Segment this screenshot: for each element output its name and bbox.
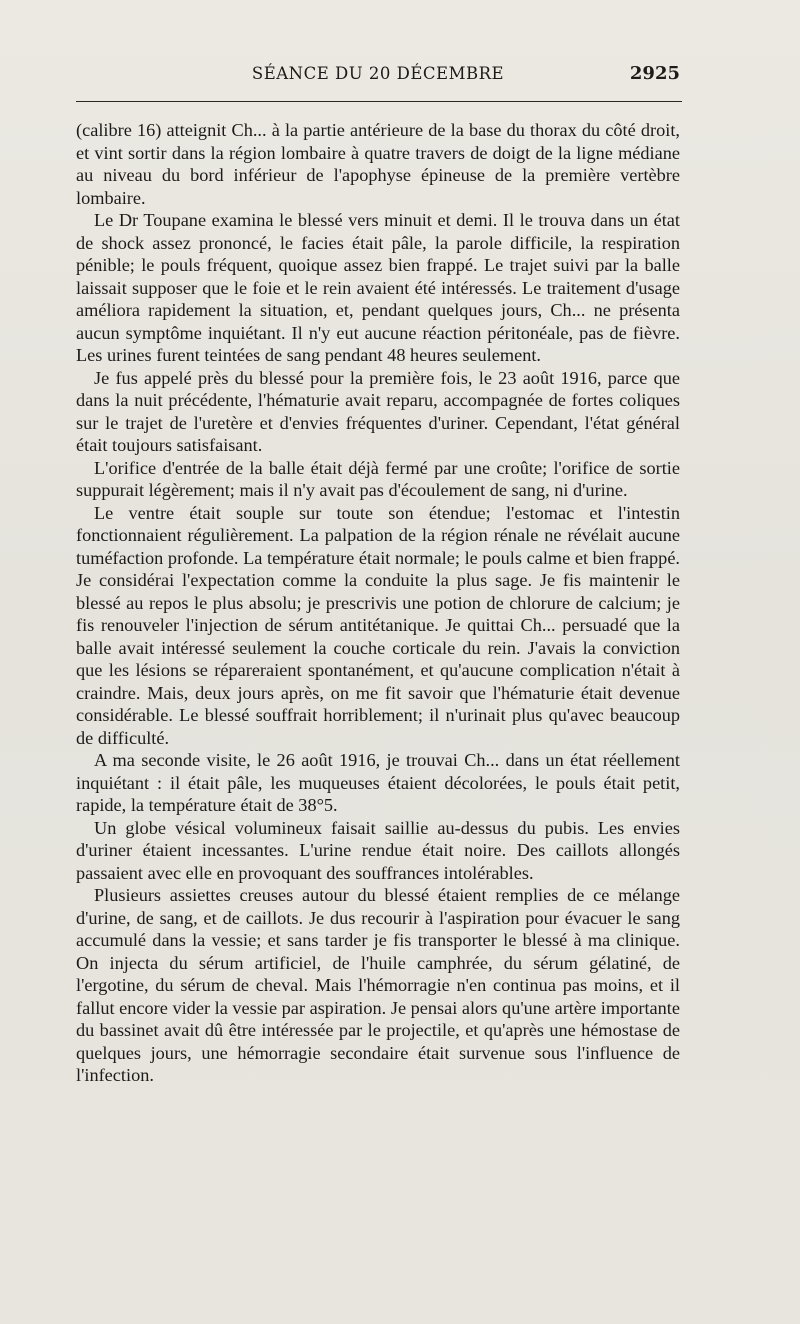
- paragraph-4: L'orifice d'entrée de la balle était déjà fermé par une croûte; l'orifice de sortie suppurait légèrement; mais il n'y avait pas d'écoulement de sang, ni d'urine.: [76, 457, 680, 500]
- paragraph-7: Un globe vésical volumineux faisait saillie au-dessus du pubis. Les envies d'uriner étaient incessantes. L'urine rendue était noire. Des caillots allongés passaient avec elle en provoquant des souffrances intolérables.: [76, 817, 680, 883]
- paragraph-2: Le Dr Toupane examina le blessé vers minuit et demi. Il le trouva dans un état de shock assez prononcé, le facies était pâle, la parole difficile, la respiration pénible; le pouls fréquent, quoique assez bien frappé. Le trajet suivi par la balle laissait supposer que le foie et le rein avaient été intéressés. Le traitement d'usage améliora rapidement la situation, et, pendant quelques jours, Ch... ne présenta aucun symptôme inquiétant. Il n'y eut aucune réaction péritonéale, pas de fièvre. Les urines furent teintées de sang pendant 48 heures seulement.: [76, 210, 680, 365]
- body-text: [76, 119, 680, 1087]
- page-number: 2925: [629, 63, 680, 84]
- paragraph-8: Plusieurs assiettes creuses autour du blessé étaient remplies de ce mélange d'urine, de sang, et de caillots. Je dus recourir à l'aspiration pour évacuer le sang accumulé dans la vessie; et sans tarder je fis transporter le blessé à ma clinique. On injecta du sérum artificiel, de l'huile camphrée, du sérum gélatiné, de l'ergotine, du sérum de cheval. Mais l'hémorragie n'en continua pas moins, et il fallut encore vider la vessie par aspiration. Je pensai alors qu'une artère importante du bassinet avait dû être intéressée par le projectile, et qu'après une hémostase de quelques jours, une hémorragie secondaire était survenue sous l'influence de l'infection.: [76, 885, 680, 1085]
- running-head: [76, 64, 680, 86]
- paragraph-6: A ma seconde visite, le 26 août 1916, je trouvai Ch... dans un état réellement inquiétant : il était pâle, les muqueuses étaient décolorées, le pouls était petit, rapide, la température était de 38°5.: [76, 750, 680, 815]
- paragraph-3: Je fus appelé près du blessé pour la première fois, le 23 août 1916, parce que dans la nuit précédente, l'hématurie avait reparu, accompagnée de fortes coliques sur le trajet de l'uretère et d'envies fréquentes d'uriner. Cependant, l'état général était toujours satisfaisant.: [76, 367, 680, 455]
- running-title: SÉANCE DU 20 DÉCEMBRE: [251, 64, 505, 83]
- paragraph-5: Le ventre était souple sur toute son étendue; l'estomac et l'intestin fonctionnaient régulièrement. La palpation de la région rénale ne révélait aucune tuméfaction profonde. La température était normale; le pouls calme et bien frappé. Je considérai l'expectation comme la conduite la plus sage. Je fis maintenir le blessé au repos le plus absolu; je prescrivis une potion de chlorure de calcium; je fis renouveler l'injection de sérum antitétanique. Je quittai Ch... persuadé que la balle avait intéressé seulement la couche corticale du rein. J'avais la conviction que les lésions se répareraient spontanément, et qu'aucune complication n'était à craindre. Mais, deux jours après, on me fit savoir que l'hématurie était devenue considérable. Le blessé souffrait horriblement; il n'urinait plus qu'avec beaucoup de difficulté.: [76, 502, 680, 748]
- paragraph-1: (calibre 16) atteignit Ch... à la partie antérieure de la base du thorax du côté droit, et vint sortir dans la région lombaire à quatre travers de doigt de la ligne médiane au niveau du bord inférieur de l'apophyse épineuse de la première vertèbre lombaire.: [76, 120, 680, 208]
- header-rule: [76, 101, 682, 102]
